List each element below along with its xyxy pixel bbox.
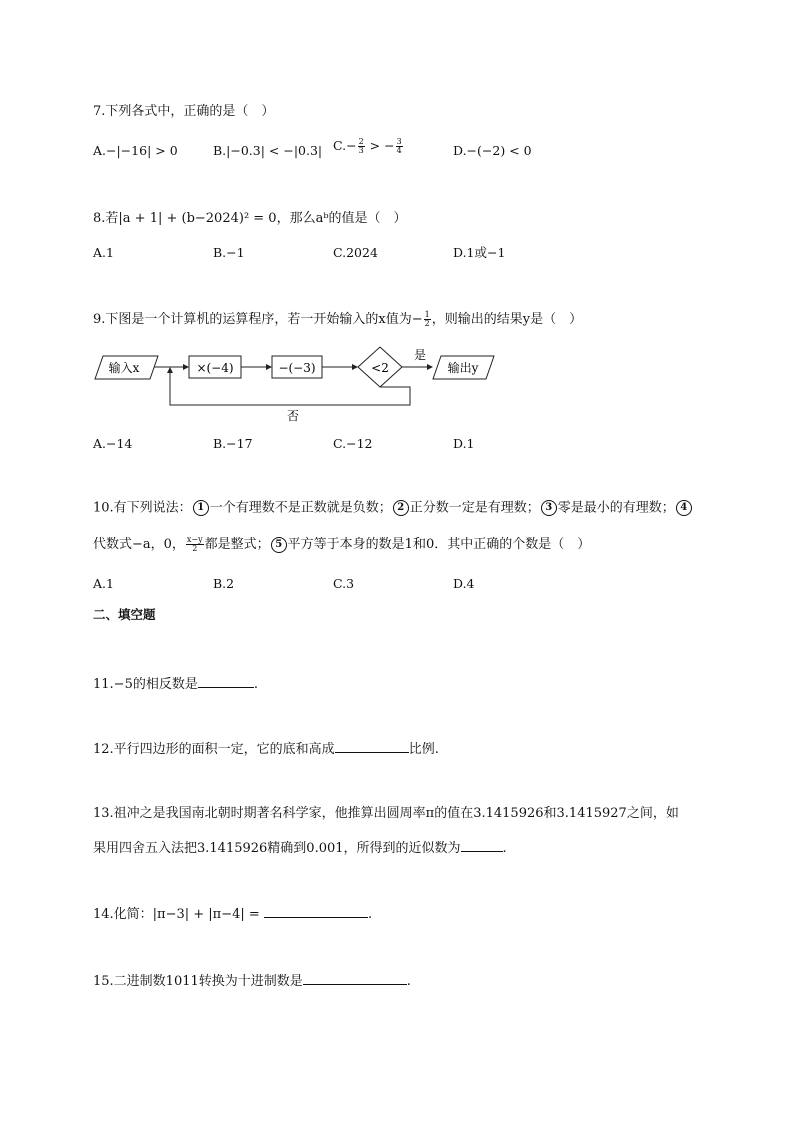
flow-arrowhead-loop — [167, 367, 173, 373]
q12-text: 12.平行四边形的面积一定，它的底和高成 — [93, 742, 335, 757]
q9-option-b: B.−17 — [213, 436, 253, 451]
q12 — [93, 740, 439, 758]
q10-line2 — [93, 536, 590, 553]
flow-box-subtract-label: −(−3) — [278, 361, 316, 375]
q15-end: . — [406, 974, 411, 989]
q15-text: 15.二进制数1011转换为十进制数是 — [93, 974, 303, 989]
q13-end: . — [502, 841, 507, 856]
flow-arrowhead-yes — [427, 364, 433, 370]
q7-option-a: A.−|−16| > 0 — [93, 143, 178, 158]
circled-number-2: 2 — [393, 500, 409, 516]
flow-input-label: 输入x — [108, 361, 140, 375]
q15 — [93, 972, 411, 990]
q8-option-b: B.−1 — [213, 245, 245, 260]
q9-stem-before: 9.下图是一个计算机的运算程序，若一开始输入的x值为− — [93, 312, 423, 327]
q7-option-c-mid: > − — [365, 138, 395, 153]
q10-frac — [186, 536, 204, 553]
circled-number-5: 5 — [271, 537, 287, 553]
q10-line1-d: 零是最小的有理数； — [557, 500, 675, 516]
q10-frac-num: x−y — [186, 535, 203, 544]
q13-line1: 13.祖冲之是我国南北朝时期著名科学家，他推算出圆周率π的值在3.1415926和3.1415927之间，如 — [93, 806, 679, 821]
q7-frac2-den: 4 — [396, 146, 402, 155]
q8-option-d: D.1或−1 — [453, 245, 506, 260]
flow-box-multiply-label: ×(−4) — [196, 361, 234, 375]
q14 — [93, 905, 372, 923]
q9-frac-den: 2 — [424, 319, 430, 328]
q7-option-b: B.|−0.3| < −|0.3| — [213, 143, 323, 158]
q10-line2-b: 都是整式； — [204, 537, 270, 552]
q10-option-c: C.3 — [333, 576, 355, 591]
section-title: 二、填空题 — [93, 607, 156, 622]
circled-number-3: 3 — [541, 500, 557, 516]
flow-no-label: 否 — [286, 409, 300, 423]
flow-arrowhead-2 — [266, 364, 272, 370]
flow-arrowhead-3 — [352, 364, 358, 370]
q12-answer-blank — [335, 740, 409, 753]
q13-line2-text: 果用四舍五入法把3.1415926精确到0.001，所得到的近似数为 — [93, 841, 461, 856]
circled-number-1: 1 — [193, 500, 209, 516]
q10-line1-c: 正分数一定是有理数； — [409, 500, 540, 516]
flow-arrowhead-1 — [183, 364, 189, 370]
q13-line2 — [93, 839, 507, 857]
flow-yes-label: 是 — [413, 348, 427, 362]
q8-option-a: A.1 — [93, 245, 114, 260]
q9-option-d: D.1 — [453, 436, 475, 451]
q10-frac-den: 2 — [192, 544, 198, 553]
q9-option-a: A.−14 — [93, 436, 133, 451]
q9-option-c: C.−12 — [333, 436, 373, 451]
q7-frac1-den: 3 — [358, 146, 364, 155]
q10-option-b: B.2 — [213, 576, 235, 591]
q11-text: 11.−5的相反数是 — [93, 677, 198, 692]
q11-end: . — [253, 677, 258, 692]
flow-decision-label: <2 — [371, 361, 389, 375]
q10-line1-a: 10.有下列说法： — [93, 500, 192, 516]
q10-option-d: D.4 — [453, 576, 475, 591]
q7-frac1-num: 2 — [358, 137, 364, 146]
q8-stem: 8.若|a + 1| + (b−2024)² = 0，那么aᵇ的值是（ ） — [93, 211, 407, 226]
q7-option-c-prefix: C.− — [333, 138, 357, 153]
q12-end: 比例. — [408, 742, 439, 757]
q10-option-a: A.1 — [93, 576, 114, 591]
q13-answer-blank — [461, 839, 503, 852]
circled-number-4: 4 — [676, 500, 692, 516]
q9-stem-after: ，则输出的结果y是（ ） — [431, 312, 583, 327]
q10-line1-b: 一个有理数不是正数就是负数； — [209, 500, 392, 516]
q10-line1 — [93, 500, 693, 517]
q11 — [93, 675, 258, 693]
q7-option-d: D.−(−2) < 0 — [453, 143, 532, 158]
flow-output-label: 输出y — [447, 361, 479, 375]
q7-stem: 7.下列各式中，正确的是（ ） — [93, 104, 275, 119]
q10-line2-a: 代数式−a，0， — [93, 537, 185, 552]
q14-answer-blank — [264, 905, 368, 918]
q15-answer-blank — [303, 972, 407, 985]
q14-text: 14.化简：|π−3| + |π−4| = — [93, 907, 264, 922]
q10-line2-c: 平方等于本身的数是1和0．其中正确的个数是（ ） — [287, 537, 591, 552]
q7-frac2-num: 3 — [396, 137, 402, 146]
q8-option-c: C.2024 — [333, 245, 378, 260]
q11-answer-blank — [198, 675, 254, 688]
q14-end: . — [367, 907, 373, 922]
q9-frac-num: 1 — [424, 310, 430, 319]
